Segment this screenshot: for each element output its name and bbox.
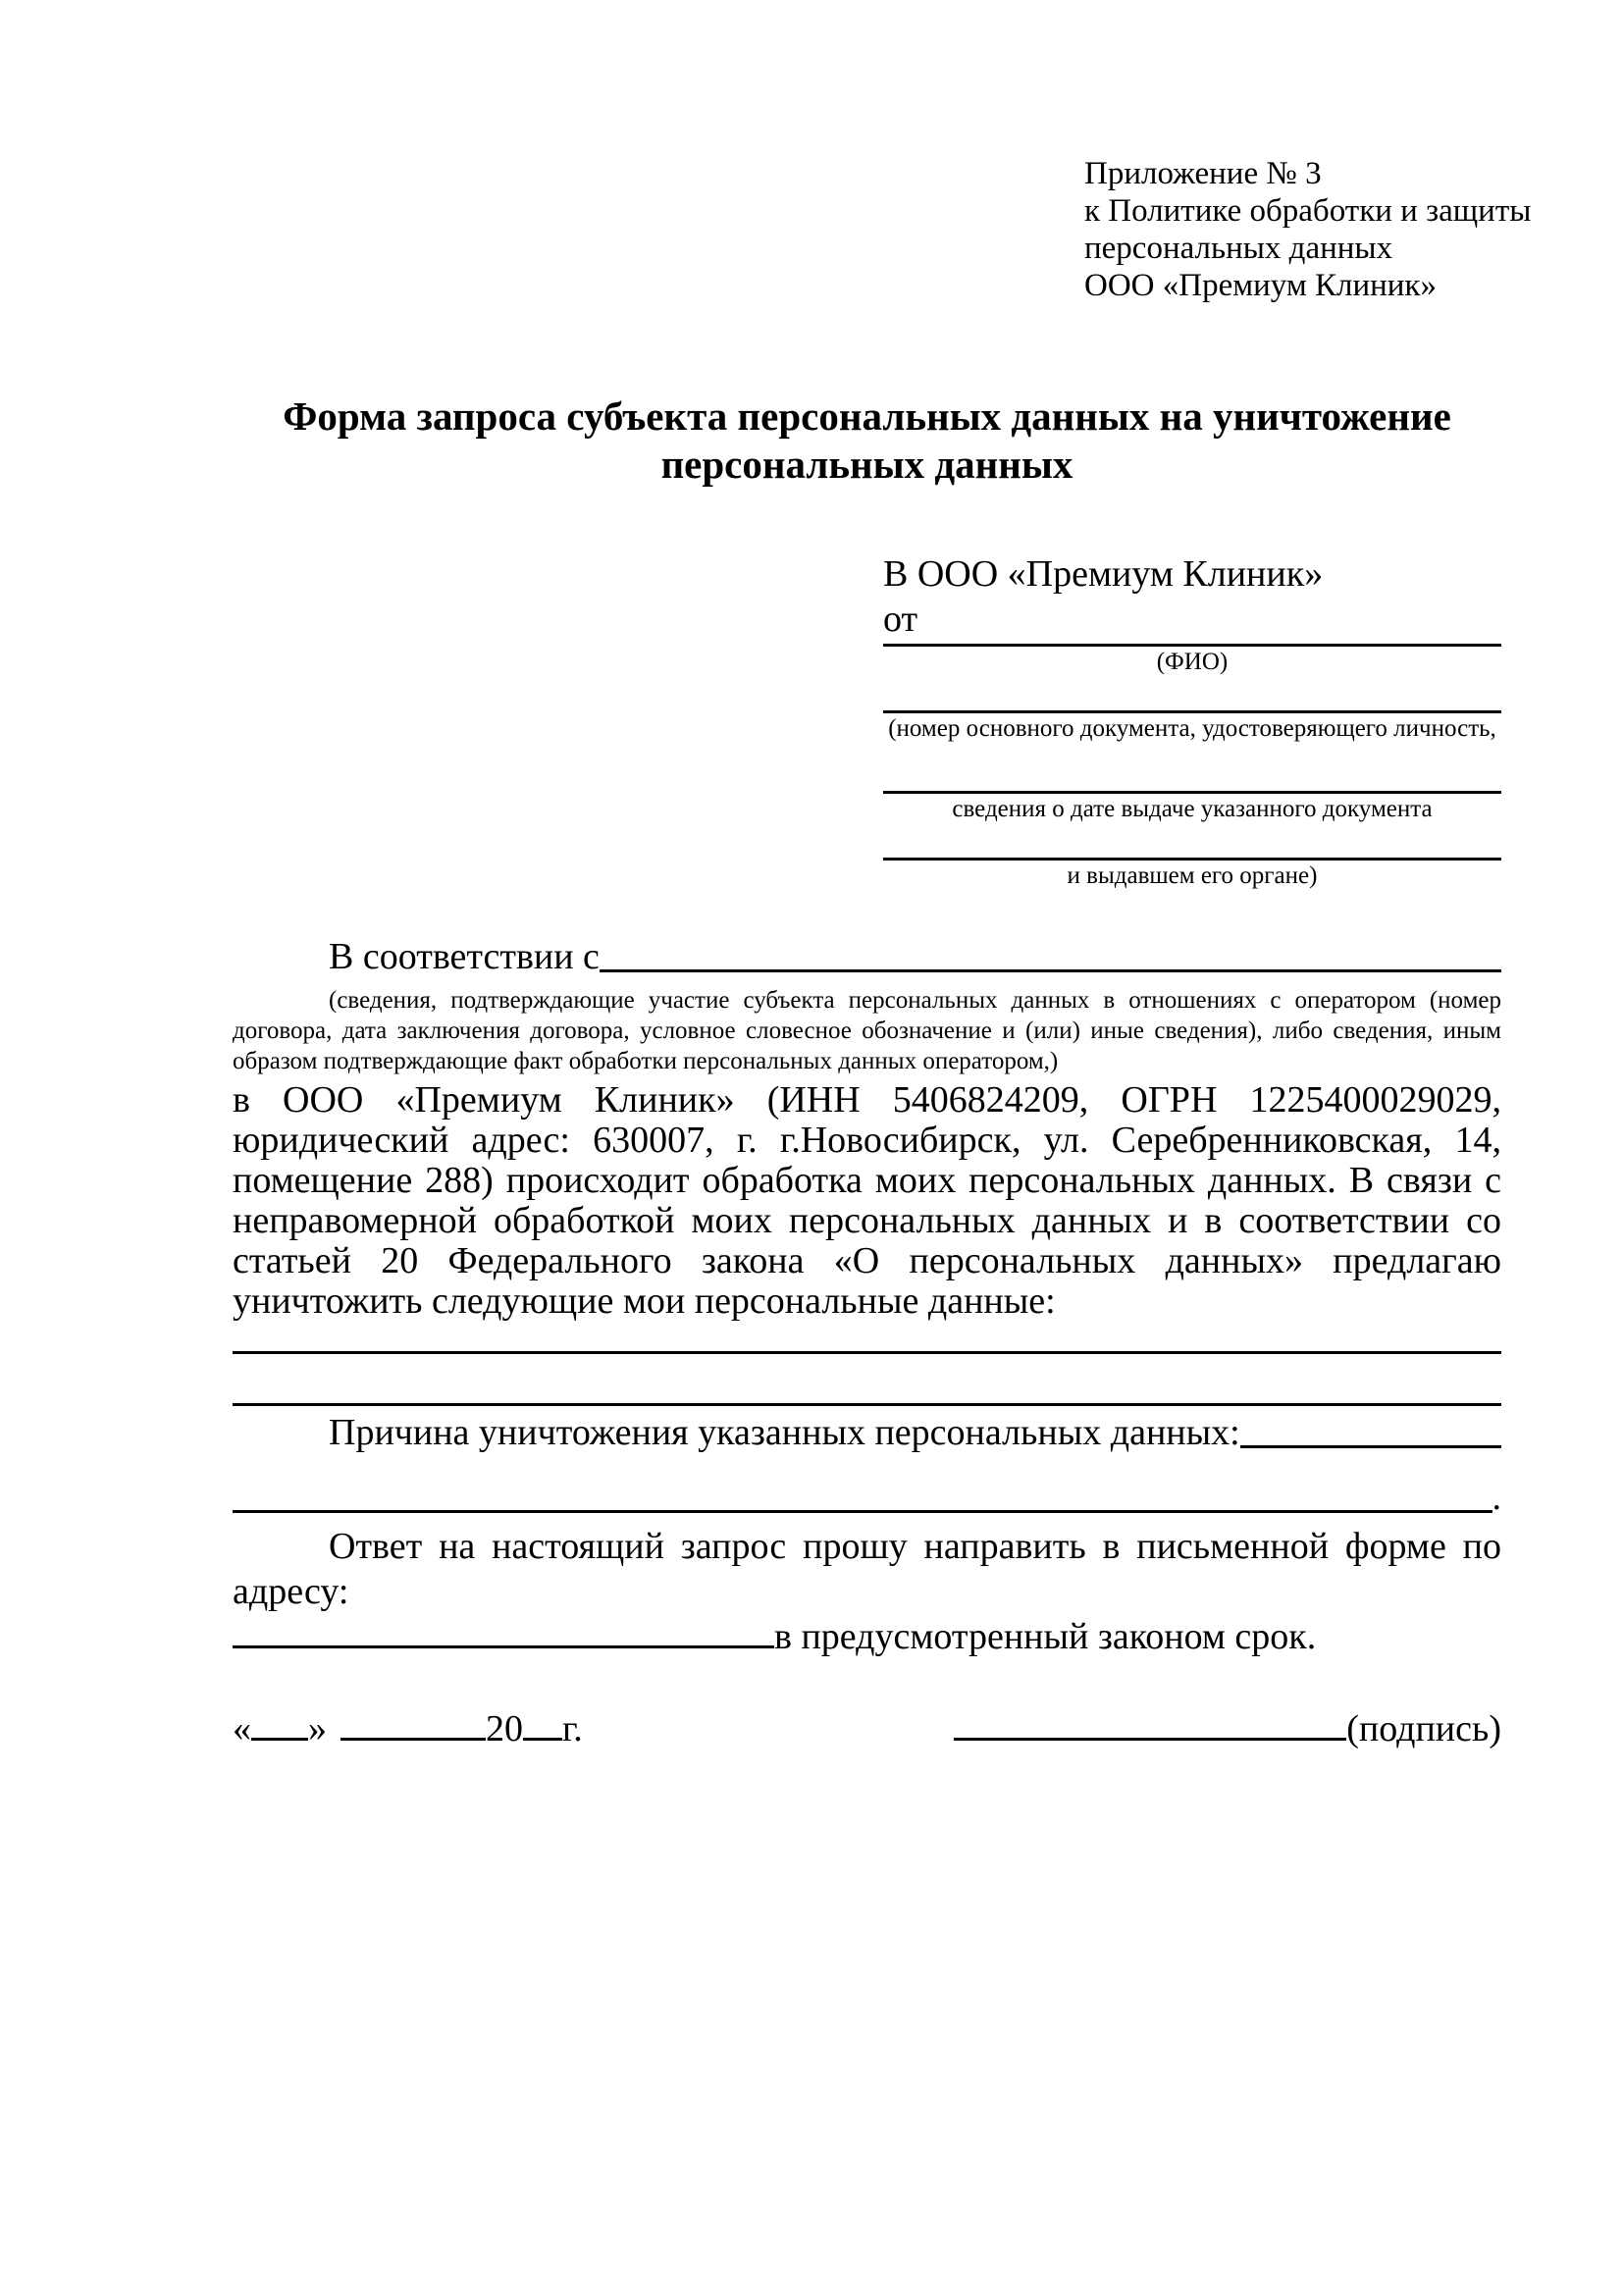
reason-blank-line (1240, 1445, 1501, 1448)
document-title-line-2: персональных данных (660, 442, 1073, 487)
field-issuing-authority (883, 858, 1501, 891)
issuing-authority-caption: и выдавшем его органе) (1067, 862, 1318, 889)
main-paragraph: в ООО «Премиум Клиник» (ИНН 5406824209, ОГРН 1225400029029, юридический адрес: 630007, г. г.Новосибирск, ул. Серебренниковская, 14, помещение 288) происходит обработка моих персональных данных. В связи с неправомерной обработкой моих персональных данных и в соответствии со статьей 20 Федерального закона «О персональных данных» предлагаю уничтожить следующие мои персональные данные: (233, 1079, 1501, 1322)
day-blank-line (251, 1738, 308, 1741)
signature-field (954, 1706, 1501, 1751)
blank-line-2 (233, 1403, 1501, 1406)
reason-blank-line-2 (233, 1510, 1492, 1513)
year-blank-line (523, 1738, 562, 1741)
month-blank-line (340, 1738, 486, 1741)
date-signature-row (233, 1706, 1501, 1751)
document-title (233, 392, 1501, 489)
field-document-number (883, 710, 1501, 744)
date-field (233, 1706, 583, 1751)
trailing-period: . (1492, 1477, 1501, 1518)
blank-line-1 (233, 1351, 1501, 1354)
signature-caption: (подпись) (1346, 1708, 1501, 1749)
field-fio (883, 644, 1501, 677)
year-suffix: г. (562, 1708, 583, 1749)
address-blank-line (233, 1645, 774, 1648)
document-title-line-1: Форма запроса субъекта персональных данных на уничтожение (283, 393, 1451, 439)
accordance-footnote: (сведения, подтверждающие участие субъекта персональных данных в отношениях с оператором (номер договора, дата заключения договора, условное словесное обозначение и (или) иные сведения), либо сведения, иным образом подтверждающие факт обработки персональных данных оператором,) (233, 987, 1501, 1074)
addressee-to: В ООО «Премиум Клиник» (883, 553, 1324, 595)
document-number-caption: (номер основного документа, удостоверяющего личность, (888, 715, 1496, 742)
fio-caption: (ФИО) (1156, 649, 1229, 675)
addressee-block (883, 551, 1501, 891)
accordance-row (233, 934, 1501, 979)
answer-tail: в предусмотренный законом срок. (774, 1616, 1317, 1657)
field-issue-date (883, 791, 1501, 824)
accordance-label: В соответствии с (329, 936, 600, 977)
signature-blank-line (954, 1738, 1346, 1741)
reason-row (233, 1410, 1501, 1455)
answer-address-row (233, 1614, 1501, 1659)
appendix-note-line-4: ООО «Премиум Клиник» (1084, 268, 1437, 303)
accordance-blank-line (600, 969, 1501, 972)
year-prefix: 20 (486, 1708, 523, 1749)
answer-paragraph: Ответ на настоящий запрос прошу направить в письменной форме по адресу: (233, 1526, 1501, 1612)
date-quote-close: » (308, 1708, 327, 1749)
appendix-note-line-1: Приложение № 3 (1084, 156, 1322, 191)
issue-date-caption: сведения о дате выдаче указанного документа (952, 796, 1433, 822)
appendix-note-line-2: к Политике обработки и защиты (1084, 193, 1532, 229)
addressee-from-label: от (883, 599, 918, 640)
appendix-note-line-3: персональных данных (1084, 231, 1393, 266)
reason-continuation-row (233, 1475, 1501, 1520)
date-quote-open: « (233, 1708, 251, 1749)
appendix-note (1084, 155, 1532, 304)
reason-label: Причина уничтожения указанных персональных данных: (329, 1412, 1240, 1453)
